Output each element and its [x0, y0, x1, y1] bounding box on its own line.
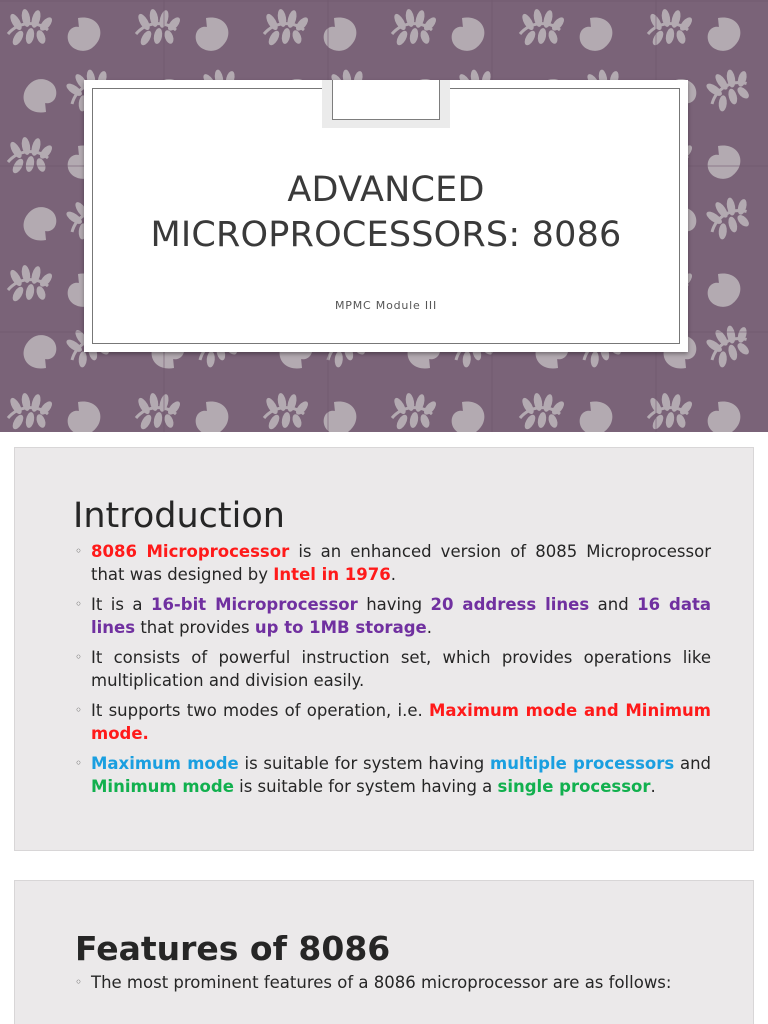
bullet-text: and	[589, 595, 638, 614]
bullet-text: .	[426, 618, 432, 637]
highlight-intel-1976: Intel in 1976	[273, 565, 391, 584]
bullet-text: .	[650, 777, 656, 796]
features-bullet	[75, 971, 717, 994]
bullet-text: .	[390, 565, 396, 584]
introduction-heading: Introduction	[73, 496, 285, 536]
title-slide	[0, 0, 768, 432]
bullet-text: is suitable for system having	[238, 754, 490, 773]
slide-subtitle: MPMC Module III	[334, 299, 438, 312]
bullet-text: is an enhanced version of 8085 Microprocessor that was designed by	[91, 542, 711, 584]
highlight-maximum-mode: Maximum mode	[91, 754, 239, 773]
bullet-text: is suitable for system having a	[233, 777, 498, 796]
bullet-item	[75, 646, 711, 692]
bullet-marker-icon: ◦	[75, 650, 83, 664]
features-slide	[14, 880, 754, 1024]
bullet-marker-icon: ◦	[75, 544, 83, 558]
highlight-minimum-mode: Minimum mode	[91, 777, 234, 796]
bullet-marker-icon: ◦	[75, 597, 83, 611]
title-line-2: MICROPROCESSORS: 8086	[150, 215, 622, 255]
slide-main-title	[84, 168, 688, 258]
bullet-item	[75, 752, 711, 798]
title-card	[84, 80, 688, 352]
highlight-data-lines: 16 data lines	[91, 595, 711, 637]
bullet-text: It consists of powerful instruction set, which provides operations like multiplication and division easily.	[91, 648, 711, 690]
bullet-text: having	[357, 595, 431, 614]
bullet-text: It is a	[91, 595, 151, 614]
bullet-marker-icon: ◦	[75, 975, 83, 989]
introduction-bullet-list	[75, 540, 711, 805]
highlight-single-processor: single processor	[497, 777, 651, 796]
title-card-tab-inner	[332, 80, 440, 120]
bullet-text: that provides	[135, 618, 255, 637]
bullet-text: The most prominent features of a 8086 microprocessor are as follows:	[91, 973, 672, 992]
bullet-text: It supports two modes of operation, i.e.	[91, 701, 429, 720]
bullet-item	[75, 540, 711, 586]
bullet-marker-icon: ◦	[75, 703, 83, 717]
title-line-1: ADVANCED	[287, 170, 485, 210]
bullet-item	[75, 699, 711, 745]
highlight-address-lines: 20 address lines	[430, 595, 590, 614]
bullet-item	[75, 593, 711, 639]
highlight-modes: Maximum mode and Minimum mode.	[91, 701, 711, 743]
bullet-marker-icon: ◦	[75, 756, 83, 770]
bullet-text: and	[674, 754, 712, 773]
highlight-multiple-processors: multiple processors	[490, 754, 675, 773]
highlight-16-bit: 16-bit Microprocessor	[150, 595, 358, 614]
highlight-storage: up to 1MB storage	[254, 618, 427, 637]
title-card-tab	[322, 80, 450, 128]
highlight-8086-microprocessor: 8086 Microprocessor	[91, 542, 290, 561]
introduction-slide	[14, 447, 754, 851]
features-heading: Features of 8086	[75, 929, 391, 968]
